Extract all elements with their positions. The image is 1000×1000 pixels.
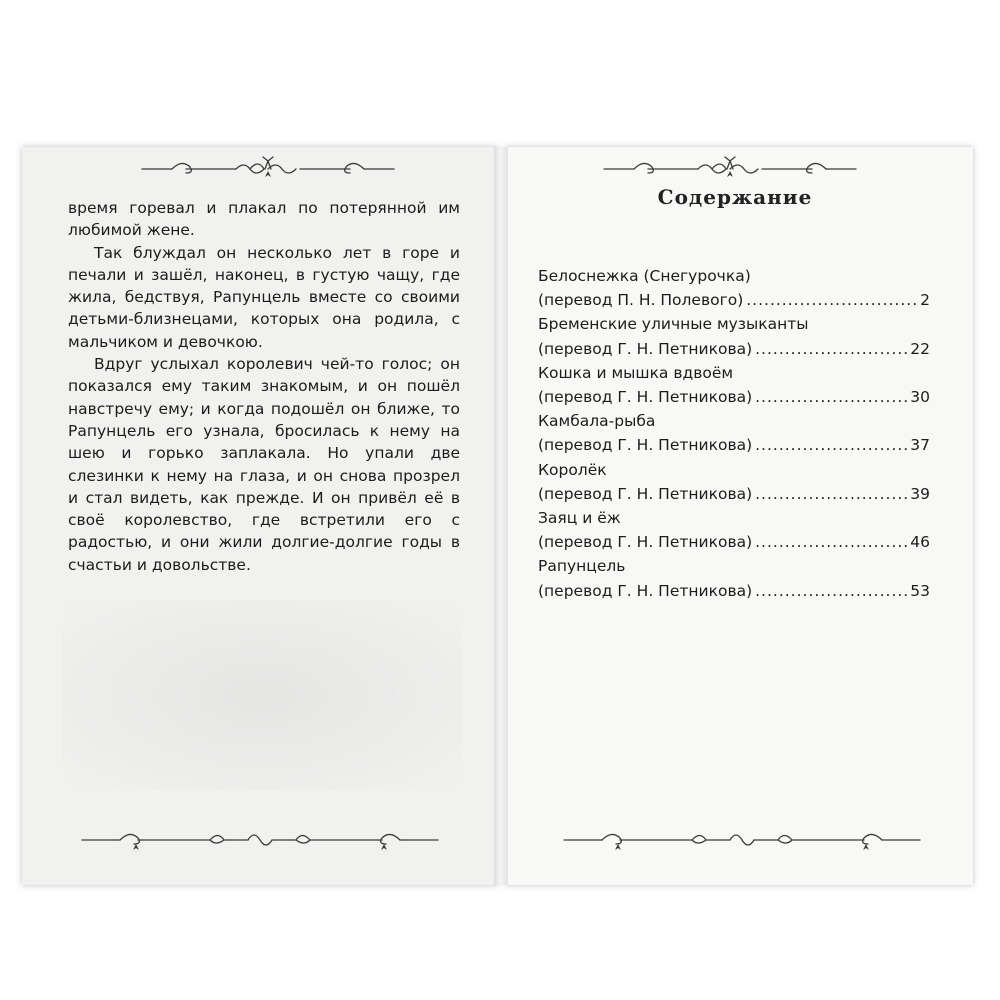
table-of-contents [538,264,930,603]
toc-entry-title: Белоснежка (Снегурочка) [538,267,751,285]
toc-page-number: 2 [920,291,930,310]
paragraph: время горевал и плакал по потерянной им любимой жене. [68,199,460,240]
flourish-divider-icon [562,828,922,858]
toc-entry-title: Бременские уличные музыканты [538,315,809,334]
toc-entry[interactable] [538,409,930,457]
paragraph: Так блуждал он несколько лет в горе и печали и зашёл, наконец, в густую чащу, где жила, бедствуя, Рапунцель вместе со своими детьми-близнецами, которых она родила, с мальчиком и девочкою. [68,243,460,351]
toc-page-number: 37 [910,436,930,455]
toc-entry[interactable] [538,264,930,312]
toc-entry[interactable] [538,506,930,554]
toc-entry-title: Кошка и мышка вдвоём [538,363,734,382]
flourish-divider-icon [138,155,398,183]
toc-entry-translator: (перевод Г. Н. Петникова) [538,436,753,455]
toc-page-number: 39 [910,484,930,503]
toc-leader-dots [755,482,907,506]
toc-title: Содержание [657,185,813,209]
toc-leader-dots [746,288,917,312]
book-spine [494,147,508,885]
toc-entry-translator: (перевод Г. Н. Петникова) [538,388,753,407]
toc-entry-translator: (перевод Г. Н. Петникова) [538,581,753,600]
toc-entry-title: Заяц и ёж [538,509,621,528]
toc-entry[interactable] [538,554,930,602]
toc-page-number: 53 [910,581,930,600]
toc-page-number: 46 [910,533,930,552]
toc-page-number: 22 [910,339,930,358]
toc-entry[interactable] [538,312,930,360]
toc-page-number: 30 [910,388,930,407]
flourish-divider-icon [80,828,440,858]
story-text [68,197,460,576]
toc-entry-title: Камбала-рыба [538,412,656,431]
paragraph: Вдруг услыхал королевич чей-то голос; он показался ему таким знакомым, и он пошёл навстречу ему; и когда подошёл он ближе, то Рапунцель его узнала, бросилась к нему на шею и горько заплакала. Но упали две слезинки к нему на глаза, и он снова прозрел и стал видеть, как прежде. И он привёл её в своё королевство, где встретили его с радостью, и они жили долгие-долгие годы в счастьи и довольстве. [68,355,460,574]
toc-entry[interactable] [538,361,930,409]
toc-entry-title: Рапунцель [538,557,626,576]
toc-leader-dots [755,579,907,603]
show-through-illustration [62,600,462,790]
toc-leader-dots [755,433,907,457]
toc-leader-dots [755,385,907,409]
flourish-divider-icon [600,155,860,183]
toc-entry-translator: (перевод Г. Н. Петникова) [538,339,753,358]
toc-leader-dots [755,530,907,554]
toc-entry-translator: (перевод Г. Н. Петникова) [538,484,753,503]
toc-entry[interactable] [538,458,930,506]
toc-entry-title: Королёк [538,460,607,479]
toc-entry-translator: (перевод Г. Н. Петникова) [538,533,753,552]
toc-leader-dots [755,337,907,361]
toc-entry-translator: (перевод П. Н. Полевого) [538,291,744,310]
